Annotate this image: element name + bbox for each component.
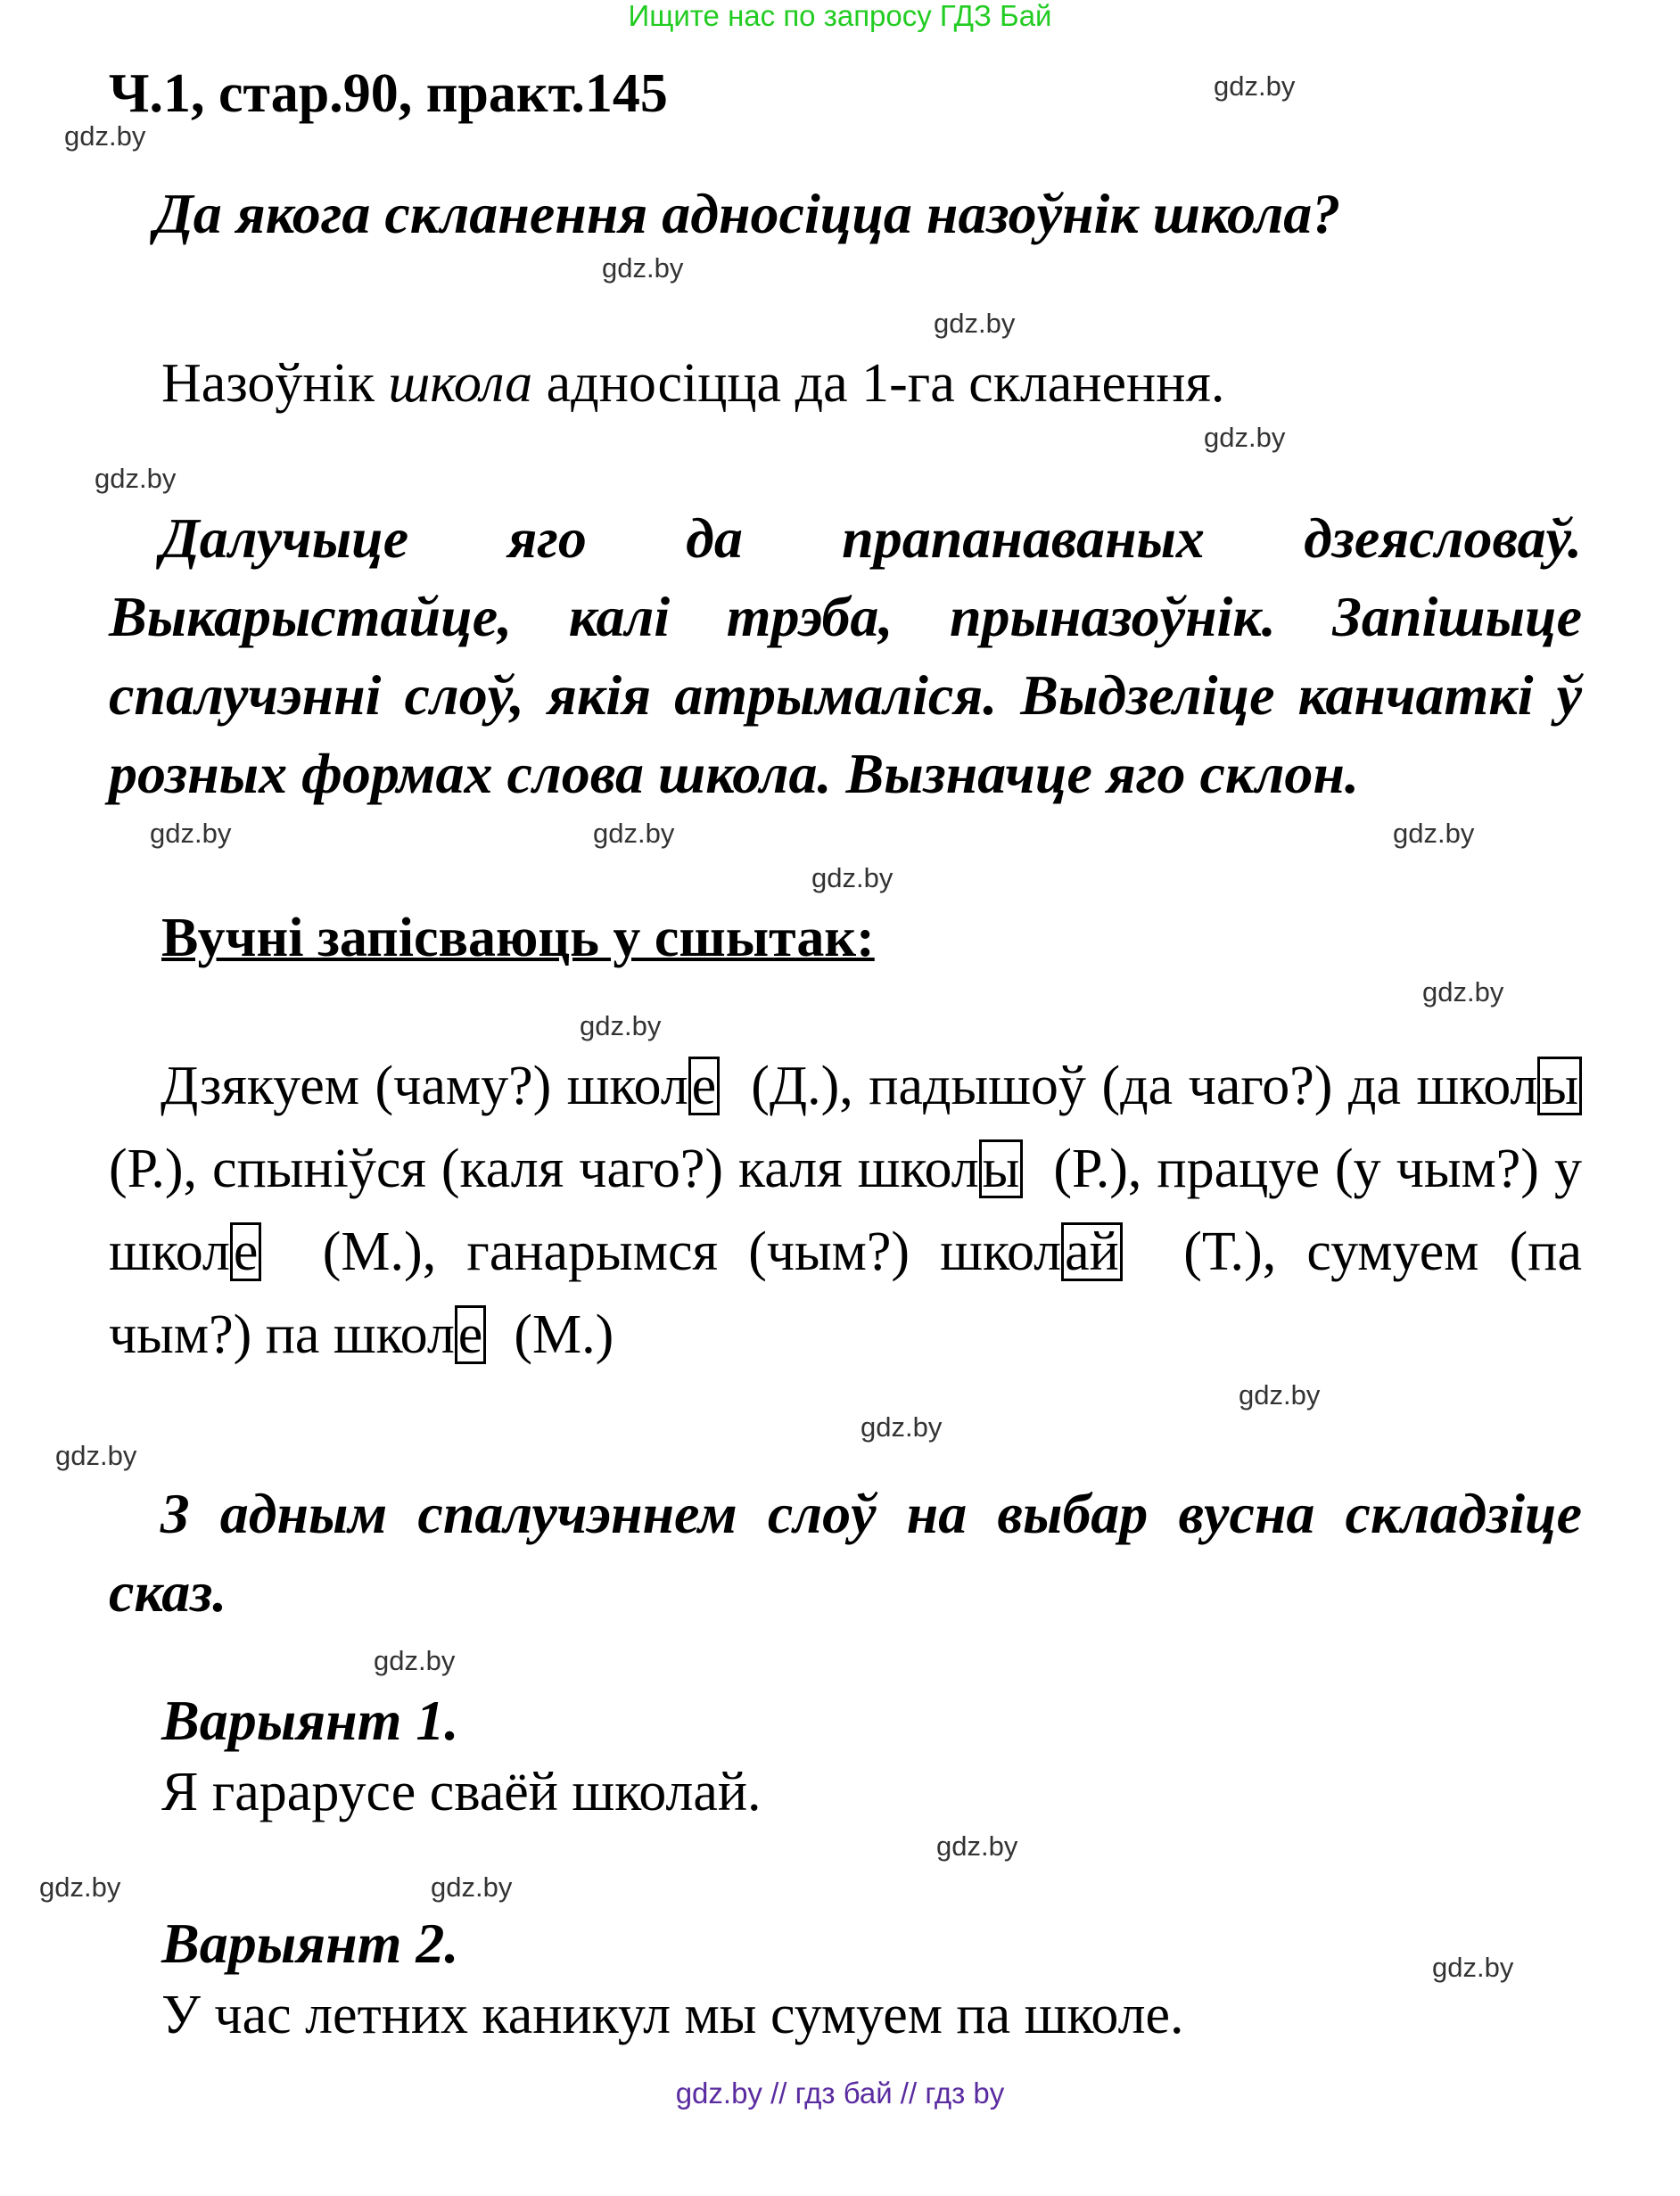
search-banner[interactable]: Ищите нас по запросу ГДЗ Бай <box>628 0 1052 32</box>
watermark: gdz.by <box>811 862 894 893</box>
footer-links[interactable]: gdz.by // гдз бай // гдз by <box>675 2077 1005 2110</box>
watermark: gdz.by <box>39 1871 121 1903</box>
watermark: gdz.by <box>1214 70 1296 102</box>
title-row <box>0 62 1680 152</box>
spacer <box>0 250 1680 348</box>
boxed-ending: е <box>688 1057 721 1115</box>
spacer <box>0 813 1680 902</box>
watermark: gdz.by <box>936 1830 1018 1862</box>
watermark: gdz.by <box>1204 422 1286 453</box>
spacer <box>0 419 1680 499</box>
answer-text: (Р.), спыніўся (каля чаго?) каля школ <box>109 1056 1596 1199</box>
answer-text: (Т.), сумуем (па чым?) па школ <box>109 1221 1596 1365</box>
answer-text: Дзякуем (чаму?) школ <box>161 1056 688 1116</box>
notebook-answer <box>109 1045 1596 1377</box>
variant-2-label: Варыянт 2. <box>161 1912 459 1975</box>
watermark: gdz.by <box>1432 1952 1514 1983</box>
boxed-ending: е <box>455 1305 487 1364</box>
variant-2-row <box>0 1952 1680 2051</box>
watermark: gdz.by <box>55 1440 137 1471</box>
boxed-ending: е <box>230 1222 262 1281</box>
watermark: gdz.by <box>1393 818 1475 849</box>
page-title: Ч.1, стар.90, практ.145 <box>109 63 668 124</box>
spacer <box>0 1377 1680 1475</box>
spacer <box>0 152 1680 178</box>
notebook-heading: Вучні запісваюць у сшытак: <box>161 908 875 968</box>
watermark: gdz.by <box>861 1411 943 1443</box>
boxed-ending: ы <box>979 1139 1024 1198</box>
watermark: gdz.by <box>1239 1379 1321 1411</box>
variant-1-text: Я гарарусе сваёй школай. <box>161 1762 762 1822</box>
answer-1-post: адносіцца да 1-га скланення. <box>532 353 1225 414</box>
answer-1-italic: школа <box>388 353 533 414</box>
answer-text: (М.), ганарымся (чым?) школ <box>261 1221 1062 1282</box>
spacer <box>0 1632 1680 1685</box>
boxed-ending: ы <box>1537 1057 1582 1115</box>
watermark: gdz.by <box>150 818 232 849</box>
question-1: Да якога скланення адносіцца назоўнік школа? <box>154 182 1341 245</box>
variant-1-label: Варыянт 1. <box>161 1689 459 1752</box>
variant-2-text: У час летних каникул мы сумуем па школе. <box>161 1985 1184 2045</box>
watermark: gdz.by <box>934 308 1016 339</box>
answer-text: (М.) <box>486 1304 614 1365</box>
task-2: З адным спалучэннем слоў на выбар вусна складзіце сказ. <box>109 1482 1582 1624</box>
watermark: gdz.by <box>431 1871 513 1903</box>
spacer <box>0 974 1680 1045</box>
watermark: gdz.by <box>95 463 177 494</box>
watermark: gdz.by <box>602 252 684 284</box>
task-1: Далучыце яго да прапанаваных дзеясловаў. Выкарыстайце, калі трэба, прыназоўнік. Запішыце спалучэнні слоў, якія атрымаліся. Выдзеліце канчаткі ў розных формах слова школа. Вызначце яго склон. <box>109 506 1582 805</box>
watermark: gdz.by <box>580 1010 662 1041</box>
answer-1 <box>161 348 1680 419</box>
boxed-ending: ай <box>1061 1222 1123 1281</box>
spacer <box>0 1828 1680 1908</box>
answer-text: (Р.), працуе (у чым?) у школ <box>109 1139 1596 1282</box>
watermark: gdz.by <box>1422 976 1504 1008</box>
watermark: gdz.by <box>374 1645 456 1676</box>
answer-1-pre: Назоўнік <box>161 353 389 414</box>
answer-text: (Д.), падышоў (да чаго?) да школ <box>720 1056 1538 1116</box>
watermark: gdz.by <box>64 120 146 152</box>
watermark: gdz.by <box>593 818 675 849</box>
